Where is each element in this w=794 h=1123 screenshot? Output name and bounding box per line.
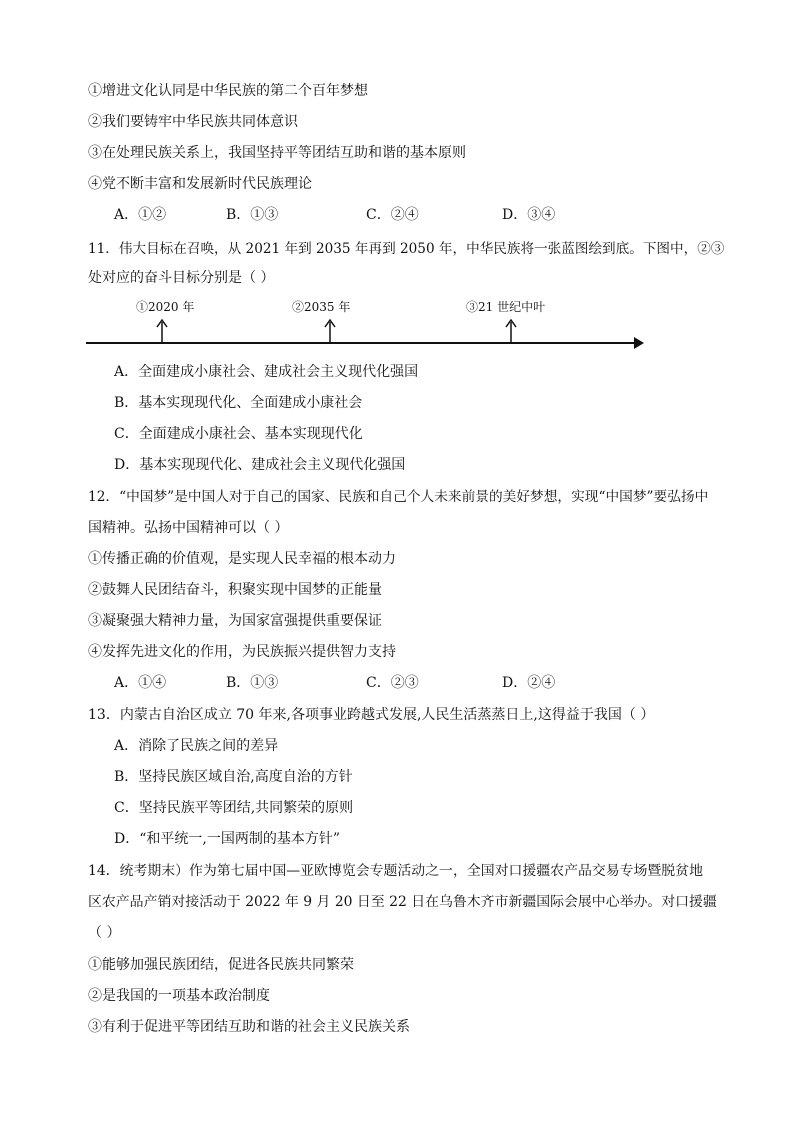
q14-stem-line1: 14．统考期末）作为第七届中国—亚欧博览会专题活动之一，全国对口援疆农产品交易专场暨脱贫地 — [88, 863, 703, 879]
q13-option-a[interactable]: A．消除了民族之间的差异 — [114, 738, 279, 754]
timeline-arrowhead — [634, 337, 644, 349]
q14-item-3: ③有利于促进平等团结互助和谐的社会主义民族关系 — [88, 1019, 410, 1035]
q13-option-b[interactable]: B．坚持民族区域自治,高度自治的方针 — [114, 769, 353, 785]
q12-stem-line1: 12．“中国梦”是中国人对于自己的国家、民族和自己个人未来前景的美好梦想，实现“中国梦”要弘扬中 — [88, 489, 709, 505]
q12-item-4: ④发挥先进文化的作用，为民族振兴提供智力支持 — [88, 644, 396, 660]
q11-option-c[interactable]: C．全面建成小康社会、基本实现现代化 — [114, 426, 363, 442]
timeline-label-2020: ①2020 年 — [136, 300, 195, 314]
q14-item-2: ②是我国的一项基本政治制度 — [88, 988, 270, 1004]
q10-option-d[interactable]: D．③④ — [502, 207, 556, 223]
q12-option-c[interactable]: C．②③ — [366, 675, 419, 691]
q12-stem-line2: 国精神。弘扬中国精神可以（ ） — [88, 520, 289, 536]
q10-item-1: ①增进文化认同是中华民族的第二个百年梦想 — [88, 83, 368, 99]
q11-stem-line2: 处对应的奋斗目标分别是（ ） — [88, 270, 275, 286]
q13-stem: 13．内蒙古自治区成立 70 年来,各项事业跨越式发展,人民生活蒸蒸日上,这得益于我国（ ） — [88, 707, 655, 723]
timeline-figure — [86, 296, 646, 356]
q11-option-a[interactable]: A．全面建成小康社会、建成社会主义现代化强国 — [114, 364, 419, 380]
q13-option-c[interactable]: C．坚持民族平等团结,共同繁荣的原则 — [114, 800, 354, 816]
q14-stem-line2: 区农产品产销对接活动于 2022 年 9 月 20 日至 22 日在乌鲁木齐市新疆国际会展中心举办。对口援疆 — [88, 894, 717, 910]
timeline-label-mid-century: ③21 世纪中叶 — [466, 300, 546, 314]
q13-option-d[interactable]: D．“和平统一,一国两制的基本方针” — [114, 831, 340, 847]
q10-item-2: ②我们要铸牢中华民族共同体意识 — [88, 114, 298, 130]
q10-option-c[interactable]: C．②④ — [366, 207, 419, 223]
q11-option-d[interactable]: D．基本实现现代化、建成社会主义现代化强国 — [114, 457, 406, 473]
q14-item-1: ①能够加强民族团结，促进各民族共同繁荣 — [88, 957, 354, 973]
q12-option-b[interactable]: B．①③ — [226, 675, 279, 691]
q10-option-b[interactable]: B．①③ — [226, 207, 279, 223]
q12-option-d[interactable]: D．②④ — [502, 675, 556, 691]
q12-item-3: ③凝聚强大精神力量，为国家富强提供重要保证 — [88, 613, 382, 629]
timeline-marker-1 — [157, 320, 167, 343]
q10-item-3: ③在处理民族关系上，我国坚持平等团结互助和谐的基本原则 — [88, 145, 466, 161]
q11-option-b[interactable]: B．基本实现现代化、全面建成小康社会 — [114, 395, 363, 411]
q12-item-1: ①传播正确的价值观，是实现人民幸福的根本动力 — [88, 551, 396, 567]
q11-stem-line1: 11．伟大目标在召唤，从 2021 年到 2035 年再到 2050 年，中华民族将一张蓝图绘到底。下图中，②③ — [88, 241, 725, 257]
q14-stem-line3: （ ） — [88, 925, 121, 941]
q10-option-a[interactable]: A．①② — [114, 207, 167, 223]
timeline-label-2035: ②2035 年 — [292, 300, 351, 314]
timeline-marker-2 — [325, 320, 335, 343]
q12-item-2: ②鼓舞人民团结奋斗，积聚实现中国梦的正能量 — [88, 582, 382, 598]
q10-item-4: ④党不断丰富和发展新时代民族理论 — [88, 176, 312, 192]
q12-option-a[interactable]: A．①④ — [114, 675, 167, 691]
timeline-marker-3 — [506, 320, 516, 343]
